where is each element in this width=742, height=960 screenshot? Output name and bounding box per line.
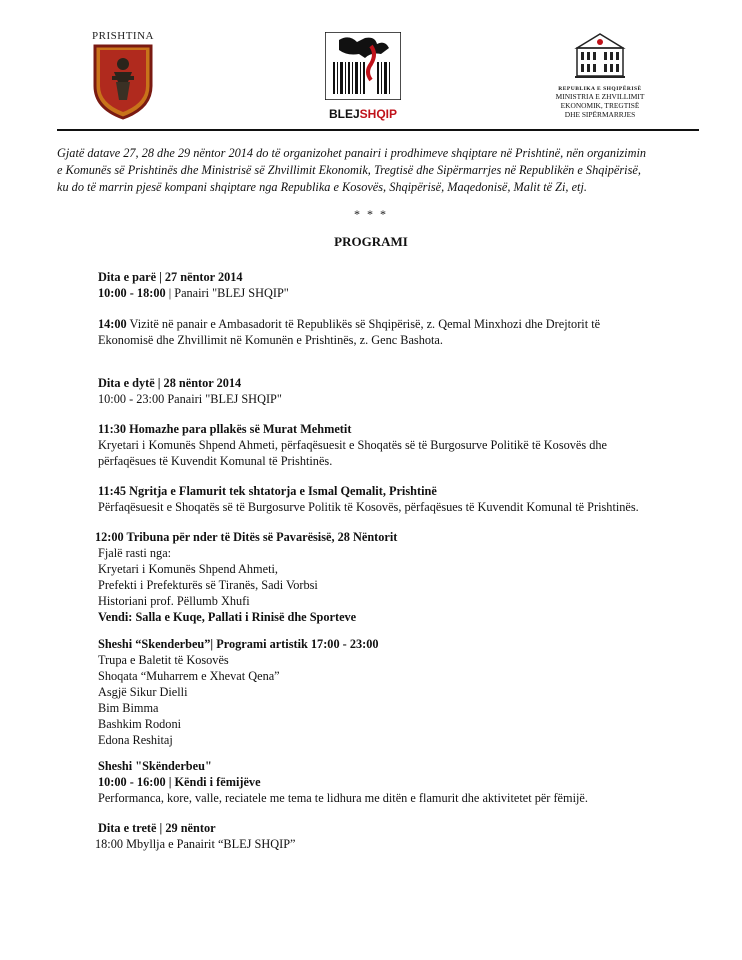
day2-tribute <box>98 421 708 469</box>
ministry-building-icon <box>571 30 629 80</box>
day2-header <box>98 375 708 407</box>
flag-title: 11:45 Ngritja e Flamurit tek shtatorja e Ismal Qemalit, Prishtinë <box>98 484 437 498</box>
artistic-item: Asgjë Sikur Dielli <box>98 685 188 699</box>
page-header <box>0 0 742 132</box>
ministry-logo <box>545 30 655 125</box>
ministry-name-line3: DHE SIPËRMARRJES <box>564 110 636 119</box>
artistic-item: Bim Bimma <box>98 701 159 715</box>
artistic-item: Shoqata “Muharrem e Xhevat Qena” <box>98 669 280 683</box>
intro-line: e Komunës së Prishtinës dhe Ministrisë së Zhvillimit Ekonomik, Tregtisë dhe Sipërmarrjes në Republikën e Shqipërisë, <box>57 163 641 177</box>
tribute-line: Kryetari i Komunës Shpend Ahmeti, përfaqësuesit e Shoqatës së të Burgosurve Politikë të Kosovës dhe <box>98 438 607 452</box>
barcode-eagle-icon <box>325 32 401 100</box>
day3-section <box>95 820 708 852</box>
artistic-item: Bashkim Rodoni <box>98 717 182 731</box>
kids-title: Sheshi "Skënderbeu" <box>98 759 212 773</box>
ministry-republic-line: REPUBLIKA E SHQIPËRISË <box>558 86 642 92</box>
day1-fair-label: | Panairi "BLEJ SHQIP" <box>165 286 289 300</box>
day1-visit <box>98 316 708 348</box>
day2-kids-corner <box>98 758 708 806</box>
ministry-name-line2: EKONOMIK, TREGTISË <box>560 101 640 110</box>
artistic-item: Trupa e Baletit të Kosovës <box>98 653 229 667</box>
intro-line: Gjatë datave 27, 28 dhe 29 nëntor 2014 do të organizohet panairi i prodhimeve shqiptare në Prishtinë, nën organizimin <box>57 146 647 160</box>
day2-tribune <box>95 529 705 625</box>
coat-of-arms-icon <box>92 42 154 120</box>
tribune-line: Fjalë rasti nga: <box>98 546 172 560</box>
day1-visit-time: 14:00 <box>98 317 127 331</box>
intro-line: ku do të marrin pjesë kompani shqiptare nga Republika e Kosovës, Shqipërisë, Maqedonisë, Malit të Zi, etj. <box>57 180 587 194</box>
day1-visit-line2: Ekonomisë dhe Zhvillimit në Komunën e Prishtinës, z. Genc Bashota. <box>98 333 443 347</box>
header-divider <box>57 129 699 131</box>
tribute-line: përfaqësues të Kuvendit Komunal të Prishtinës. <box>98 454 333 468</box>
tribute-title: 11:30 Homazhe para pllakës së Murat Mehmetit <box>98 422 352 436</box>
day2-title: Dita e dytë | 28 nëntor 2014 <box>98 376 242 390</box>
day1-fair <box>98 285 708 301</box>
day2-artistic-program <box>98 636 708 748</box>
day1-visit-text: Vizitë në panair e Ambasadorit të Republikës së Shqipërisë, z. Qemal Minxhozi dhe Drejtorit të <box>126 317 601 331</box>
tribune-title: 12:00 Tribuna për nder të Ditës së Pavarësisë, 28 Nëntorit <box>95 530 398 544</box>
day2-fair: 10:00 - 23:00 Panairi "BLEJ SHQIP" <box>98 392 282 406</box>
intro-paragraph <box>57 145 697 196</box>
wordmark-blej: BLEJ <box>328 107 360 121</box>
tribune-line: Historiani prof. Pëllumb Xhufi <box>98 594 250 608</box>
wordmark-shqip: SHQIP <box>359 107 398 121</box>
tribune-line: Prefekti i Prefekturës së Tiranës, Sadi Vorbsi <box>98 578 318 592</box>
blej-shqip-logo <box>325 32 401 124</box>
tribune-speakers <box>95 545 705 625</box>
artistic-title: Sheshi “Skenderbeu”| Programi artistik 17:00 - 23:00 <box>98 637 379 651</box>
day3-closing: 18:00 Mbyllja e Panairit “BLEJ SHQIP” <box>95 837 296 851</box>
kids-line: Performanca, kore, valle, reciatele me tema te lidhura me ditën e flamurit dhe aktivitetet për fëmijë. <box>98 791 588 805</box>
artistic-item: Edona Reshitaj <box>98 733 173 747</box>
flag-line: Përfaqësuesit e Shoqatës së të Burgosurve Politik të Kosovës, përfaqësues të Kuvendit Komunal të Prishtinës. <box>98 500 639 514</box>
blej-shqip-wordmark <box>325 107 401 121</box>
day1-visit-line1 <box>98 316 708 332</box>
ministry-name-line1: MINISTRIA E ZHVILLIMIT <box>555 92 645 101</box>
program-title: PROGRAMI <box>334 234 408 249</box>
day1-header <box>98 269 708 301</box>
tribune-venue: Vendi: Salla e Kuqe, Pallati i Rinisë dhe Sporteve <box>98 610 357 624</box>
day3-title: Dita e tretë | 29 nëntor <box>98 821 216 835</box>
tribune-line: Kryetari i Komunës Shpend Ahmeti, <box>98 562 278 576</box>
prishtina-logo <box>88 30 158 125</box>
day1-title: Dita e parë | 27 nëntor 2014 <box>98 270 243 284</box>
section-separator: * * * <box>354 207 388 221</box>
prishtina-logo-caption: PRISHTINA <box>92 30 154 42</box>
day2-flag <box>98 483 708 515</box>
day1-fair-time: 10:00 - 18:00 <box>98 286 166 300</box>
kids-time: 10:00 - 16:00 | Këndi i fëmijëve <box>98 775 261 789</box>
